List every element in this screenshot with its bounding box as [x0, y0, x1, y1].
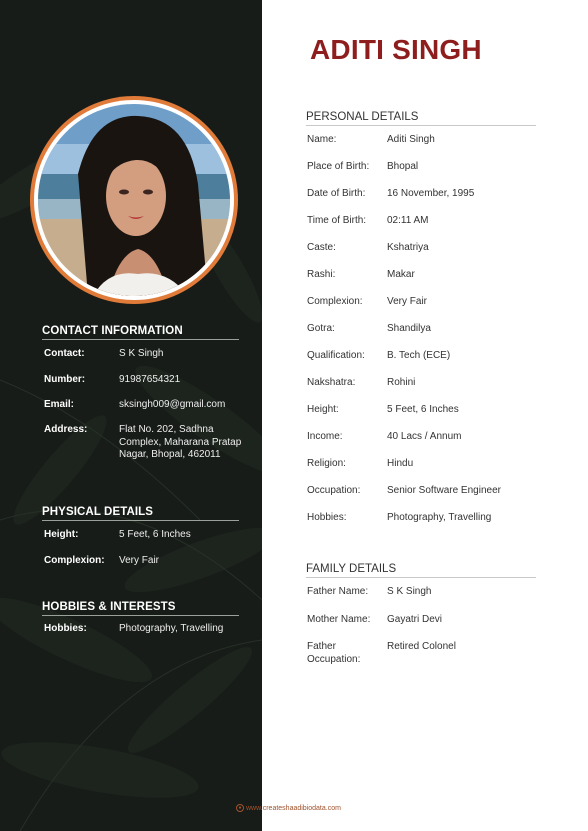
address-value: Flat No. 202, Sadhna Complex, Maharana Pratap Nagar, Bhopal, 462011 — [119, 424, 242, 460]
row-value: Makar — [387, 269, 415, 280]
hobbies-section — [42, 601, 239, 616]
row-value: Gayatri Devi — [387, 614, 443, 625]
row-value: Very Fair — [119, 555, 160, 566]
row-value: 02:11 AM — [387, 215, 429, 226]
profile-name: ADITI SINGH — [310, 34, 482, 65]
row-label: Father Occupation: — [307, 641, 361, 665]
row-label: Rashi: — [307, 269, 336, 280]
row-label: Mother Name: — [307, 614, 371, 625]
row-label: Nakshatra: — [307, 377, 356, 388]
row-value: Senior Software Engineer — [387, 485, 501, 496]
row-value: B. Tech (ECE) — [387, 350, 451, 361]
profile-photo — [38, 104, 230, 296]
contact-section — [42, 325, 239, 340]
personal-heading: PERSONAL DETAILS — [306, 111, 536, 126]
row-label: Father Name: — [307, 586, 369, 597]
row-label: Complexion: — [44, 555, 105, 566]
row-label: Time of Birth: — [307, 215, 367, 226]
row-value: Photography, Travelling — [387, 512, 492, 523]
row-value: 91987654321 — [119, 374, 181, 385]
row-label: Email: — [44, 399, 75, 410]
row-label: Name: — [307, 134, 337, 145]
row-value: Shandilya — [387, 323, 431, 334]
physical-heading: PHYSICAL DETAILS — [42, 506, 239, 521]
website-link[interactable]: www.createshaadibiodata.com — [246, 804, 341, 812]
row-label: Income: — [307, 431, 343, 442]
row-value: 40 Lacs / Annum — [387, 431, 462, 442]
row-label: Religion: — [307, 458, 346, 469]
family-heading: FAMILY DETAILS — [306, 563, 536, 578]
row-label: Place of Birth: — [307, 161, 370, 172]
row-label: Occupation: — [307, 485, 361, 496]
row-label: Contact: — [44, 348, 85, 359]
left-panel — [0, 0, 262, 831]
row-label: Gotra: — [307, 323, 335, 334]
row-value: Very Fair — [387, 296, 428, 307]
footer-website — [236, 804, 341, 812]
row-value: Hindu — [387, 458, 414, 469]
row-value: Aditi Singh — [387, 134, 435, 145]
row-value: S K Singh — [119, 348, 164, 359]
row-value: 16 November, 1995 — [387, 188, 475, 199]
row-label: Caste: — [307, 242, 336, 253]
row-label: Hobbies: — [44, 623, 87, 634]
row-label: Height: — [44, 529, 79, 540]
contact-heading: CONTACT INFORMATION — [42, 325, 239, 340]
row-label: Qualification: — [307, 350, 365, 361]
physical-section — [42, 506, 239, 521]
row-value: Rohini — [387, 377, 416, 388]
row-label: Number: — [44, 374, 86, 385]
row-value: Bhopal — [387, 161, 419, 172]
row-label: Complexion: — [307, 296, 363, 307]
row-label: Height: — [307, 404, 339, 415]
row-label: Date of Birth: — [307, 188, 366, 199]
email-value[interactable]: sksingh009@gmail.com — [119, 399, 226, 410]
row-value: Kshatriya — [387, 242, 429, 253]
row-value: S K Singh — [387, 586, 432, 597]
row-value: 5 Feet, 6 Inches — [387, 404, 459, 415]
profile-photo-frame — [30, 96, 238, 304]
globe-icon: ● — [236, 804, 244, 812]
row-label: Address: — [44, 424, 88, 435]
row-value: Photography, Travelling — [119, 623, 224, 634]
row-value: Retired Colonel — [387, 641, 456, 652]
hobbies-heading: HOBBIES & INTERESTS — [42, 601, 239, 616]
row-value: 5 Feet, 6 Inches — [119, 529, 191, 540]
row-label: Hobbies: — [307, 512, 347, 523]
